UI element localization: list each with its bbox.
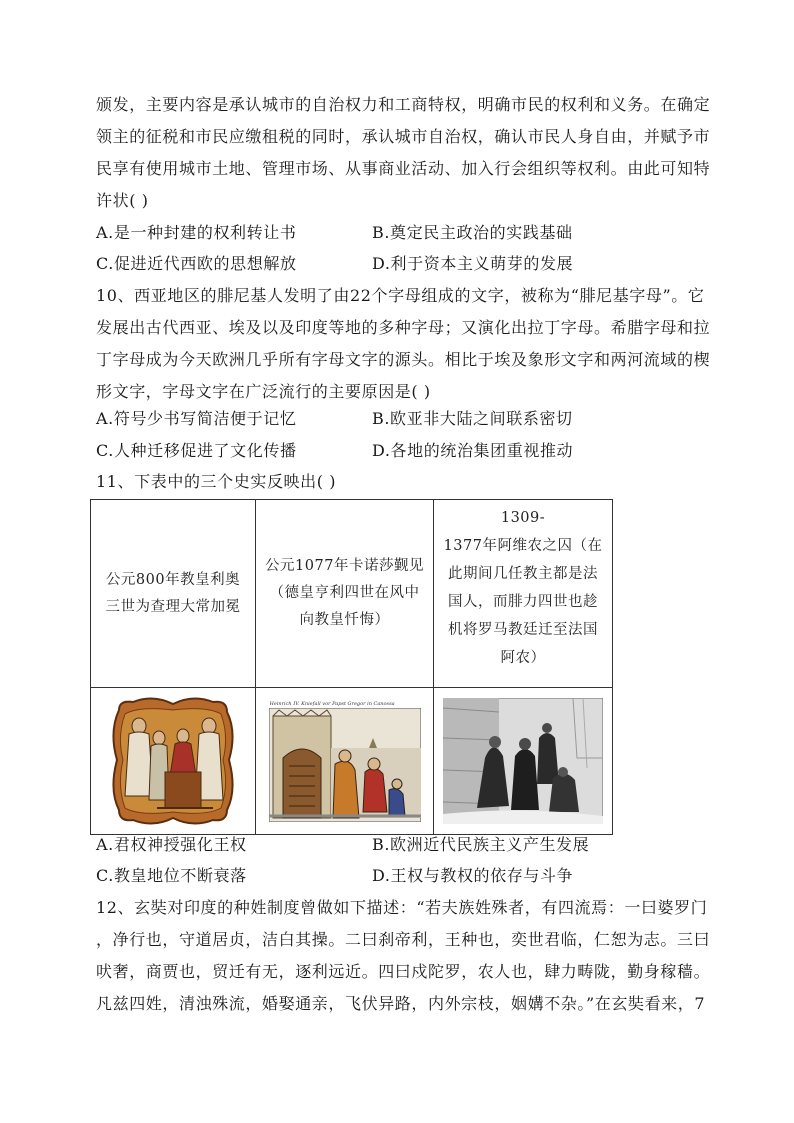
canossa-illustration: [269, 708, 421, 822]
q10-option-d[interactable]: D.各地的统治集团重视推动: [372, 441, 574, 460]
paragraph-line: 领主的征税和市民应缴租税的同时，承认城市自治权，确认市民人身自由，并赋予市: [96, 127, 711, 146]
cell-text-line: 此期间几任教主都是法: [448, 566, 598, 582]
history-table: [90, 499, 613, 835]
q10-option-c[interactable]: C.人种迁移促进了文化传播: [96, 441, 297, 460]
cell-text-line: 阿农）: [500, 650, 546, 666]
table-cell-avignon: [434, 500, 613, 688]
cell-text-line: 三世为查理大常加冕: [105, 598, 241, 615]
cell-text-line: 1377年阿维农之囚（在: [443, 538, 603, 554]
q9-option-c[interactable]: C.促进近代西欧的思想解放: [96, 254, 297, 273]
cell-text-line: 公元1077年卡诺莎觐见: [265, 558, 424, 574]
q10-stem-line: 发展出古代西亚、埃及以及印度等地的多种字母；又演化出拉丁字母。希腊字母和拉: [96, 318, 711, 337]
table-cell-canossa: [256, 500, 434, 688]
q11-option-a[interactable]: A.君权神授强化王权: [96, 835, 247, 854]
q9-option-a[interactable]: A.是一种封建的权利转让书: [96, 223, 297, 242]
cell-text-line: 公元800年教皇利奥: [105, 571, 241, 588]
paragraph-line: 颁发，主要内容是承认城市的自治权力和工商特权，明确市民的权利和义务。在确定: [96, 95, 711, 114]
q11-option-d[interactable]: D.王权与教权的依存与斗争: [372, 866, 574, 885]
q10-stem-line: 形文字，字母文字在广泛流行的主要原因是( ): [96, 382, 431, 401]
q11-option-b[interactable]: B.欧洲近代民族主义产生发展: [372, 835, 590, 854]
table-cell-image-coronation: [91, 688, 256, 835]
table-cell-charlemagne: [91, 500, 256, 688]
q10-stem-line: 丁字母成为今天欧洲几乎所有字母文字的源头。相比于埃及象形文字和两河流域的楔: [96, 350, 711, 369]
avignon-illustration: [443, 698, 603, 824]
q10-option-b[interactable]: B.欧亚非大陆之间联系密切: [372, 409, 573, 428]
cell-text-line: 1309-: [500, 510, 546, 526]
q10-option-a[interactable]: A.符号少书写简洁便于记忆: [96, 409, 297, 428]
cell-text-line: 向教皇忏悔）: [299, 612, 390, 628]
q9-option-d[interactable]: D.利于资本主义萌芽的发展: [372, 254, 574, 273]
q9-option-b[interactable]: B.奠定民主政治的实践基础: [372, 223, 573, 242]
coronation-illustration: [109, 696, 237, 826]
q12-stem-line: 凡兹四姓，清浊殊流，婚娶通亲，飞伏异路，内外宗枝，姻媾不杂。”在玄奘看来，7: [96, 994, 706, 1013]
table-cell-image-canossa: [256, 688, 434, 835]
cell-text-line: 机将罗马教廷迁至法国: [448, 622, 598, 638]
cell-text-line: （德皇亨利四世在风中: [269, 585, 420, 601]
table-cell-image-avignon: [434, 688, 613, 835]
paragraph-line: 许状( ): [96, 191, 149, 210]
q11-stem: 11、下表中的三个史实反映出( ): [96, 472, 337, 491]
cell-text-line: 国人，而腓力四世也趁: [448, 594, 598, 610]
image-caption: Heinrich IV. Kniefall vor Papst Gregor in Canossa: [269, 700, 395, 707]
paragraph-line: 民享有使用城市土地、管理市场、从事商业活动、加入行会组织等权利。由此可知特: [96, 159, 711, 178]
q12-stem-line: 吠奢，商贾也，贸迁有无，逐利远近。四曰戍陀罗，农人也，肆力畴陇，勤身稼穑。: [96, 962, 711, 981]
q10-stem-line: 10、西亚地区的腓尼基人发明了由22个字母组成的文字，被称为“腓尼基字母”。它: [96, 286, 705, 305]
q12-stem-line: 12、玄奘对印度的种姓制度曾做如下描述：“若夫族姓殊者，有四流焉：一曰婆罗门: [96, 898, 708, 917]
q12-stem-line: ，净行也，守道居贞，洁白其操。二曰刹帝利，王种也，奕世君临，仁恕为志。三曰: [96, 930, 711, 949]
q11-option-c[interactable]: C.教皇地位不断衰落: [96, 866, 247, 885]
